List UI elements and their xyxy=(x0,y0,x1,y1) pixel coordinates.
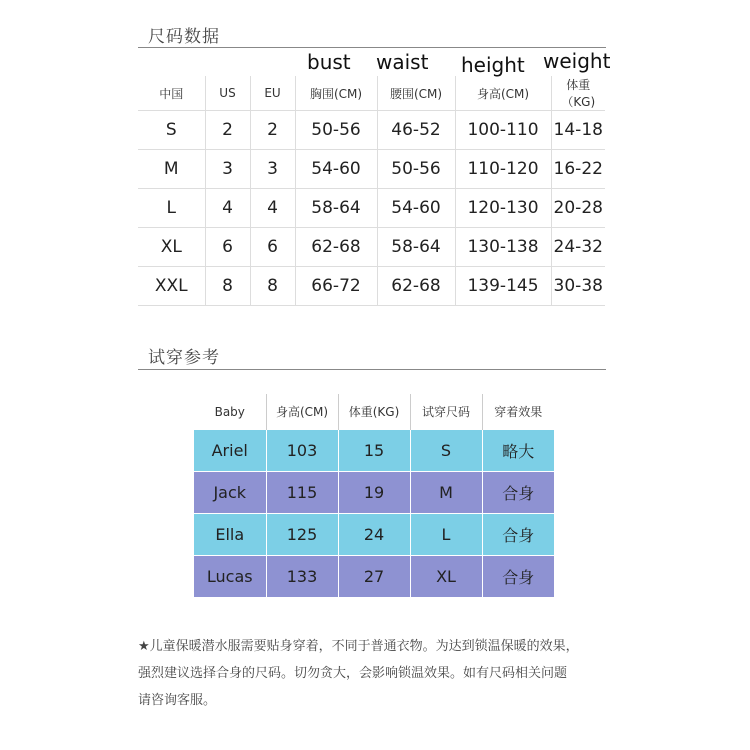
table-row xyxy=(194,556,554,598)
table-cell: M xyxy=(410,472,482,514)
table-cell: 46-52 xyxy=(377,111,455,150)
fit-table-header xyxy=(194,394,554,430)
col-header: 中国 xyxy=(159,86,184,101)
table-cell: 4 xyxy=(205,189,250,228)
col-header: 身高(CM) xyxy=(455,76,551,111)
table-cell: 120-130 xyxy=(455,189,551,228)
table-cell: 14-18 xyxy=(551,111,605,150)
sizing-note xyxy=(138,633,638,714)
table-cell: 8 xyxy=(250,267,295,306)
table-cell: 115 xyxy=(266,472,338,514)
col-header: EU xyxy=(250,76,295,111)
size-chart-table xyxy=(138,76,605,306)
table-cell: 58-64 xyxy=(295,189,377,228)
table-cell: 6 xyxy=(250,228,295,267)
table-cell: Jack xyxy=(194,472,266,514)
col-header: 体重(KG) xyxy=(338,394,410,430)
table-cell: 30-38 xyxy=(551,267,605,306)
table-cell: 2 xyxy=(250,111,295,150)
size-section-title: 尺码数据 xyxy=(148,27,220,47)
table-cell: 54-60 xyxy=(377,189,455,228)
table-cell: 103 xyxy=(266,430,338,472)
table-cell: 100-110 xyxy=(455,111,551,150)
table-cell: 58-64 xyxy=(377,228,455,267)
table-cell: 略大 xyxy=(482,430,554,472)
table-cell: 合身 xyxy=(482,514,554,556)
table-row xyxy=(138,111,605,150)
table-row xyxy=(138,150,605,189)
note-line: 强烈建议选择合身的尺码。切勿贪大，会影响锁温效果。如有尺码相关问题 xyxy=(138,666,568,681)
waist-label: waist xyxy=(376,50,429,74)
table-cell: 125 xyxy=(266,514,338,556)
table-cell: 15 xyxy=(338,430,410,472)
table-row xyxy=(194,472,554,514)
table-cell: XL xyxy=(138,228,205,267)
table-cell: L xyxy=(410,514,482,556)
table-cell: Ella xyxy=(194,514,266,556)
col-header: 身高(CM) xyxy=(266,394,338,430)
table-cell: 66-72 xyxy=(295,267,377,306)
table-row xyxy=(194,430,554,472)
table-cell: XXL xyxy=(138,267,205,306)
table-cell: 2 xyxy=(205,111,250,150)
table-cell: 16-22 xyxy=(551,150,605,189)
table-cell: 4 xyxy=(250,189,295,228)
table-cell: 54-60 xyxy=(295,150,377,189)
table-cell: 3 xyxy=(250,150,295,189)
height-label: height xyxy=(461,53,525,77)
table-cell: 130-138 xyxy=(455,228,551,267)
table-cell: S xyxy=(138,111,205,150)
table-row xyxy=(138,189,605,228)
col-header: 试穿尺码 xyxy=(410,394,482,430)
note-line: 请咨询客服。 xyxy=(138,693,217,708)
fit-reference-table xyxy=(194,394,554,597)
table-cell: 合身 xyxy=(482,556,554,598)
table-cell: 110-120 xyxy=(455,150,551,189)
fit-section-title: 试穿参考 xyxy=(148,348,220,368)
table-cell: 19 xyxy=(338,472,410,514)
table-cell: 24-32 xyxy=(551,228,605,267)
table-cell: 8 xyxy=(205,267,250,306)
table-row xyxy=(138,267,605,306)
weight-label: weight xyxy=(543,49,611,73)
table-cell: 62-68 xyxy=(295,228,377,267)
table-cell: 合身 xyxy=(482,472,554,514)
note-line: ★儿童保暖潜水服需要贴身穿着，不同于普通衣物。为达到锁温保暖的效果， xyxy=(138,639,579,654)
table-cell: 27 xyxy=(338,556,410,598)
table-cell: 62-68 xyxy=(377,267,455,306)
table-cell: 50-56 xyxy=(295,111,377,150)
col-header: Baby xyxy=(214,404,245,419)
table-row xyxy=(194,514,554,556)
col-header: 穿着效果 xyxy=(482,394,554,430)
table-cell: Ariel xyxy=(194,430,266,472)
table-cell: 50-56 xyxy=(377,150,455,189)
size-section-rule xyxy=(138,47,606,48)
table-row xyxy=(138,228,605,267)
table-cell: XL xyxy=(410,556,482,598)
table-cell: 133 xyxy=(266,556,338,598)
col-header: 体重（KG) xyxy=(551,76,605,111)
table-cell: M xyxy=(138,150,205,189)
size-table-header xyxy=(138,76,605,111)
table-cell: 139-145 xyxy=(455,267,551,306)
col-header: US xyxy=(205,76,250,111)
table-cell: 6 xyxy=(205,228,250,267)
table-cell: 3 xyxy=(205,150,250,189)
table-cell: Lucas xyxy=(194,556,266,598)
table-cell: S xyxy=(410,430,482,472)
col-header: 胸围(CM) xyxy=(295,76,377,111)
col-header: 腰围(CM) xyxy=(377,76,455,111)
table-cell: 24 xyxy=(338,514,410,556)
table-cell: L xyxy=(138,189,205,228)
bust-label: bust xyxy=(307,50,351,74)
fit-section-rule xyxy=(138,369,606,370)
table-cell: 20-28 xyxy=(551,189,605,228)
